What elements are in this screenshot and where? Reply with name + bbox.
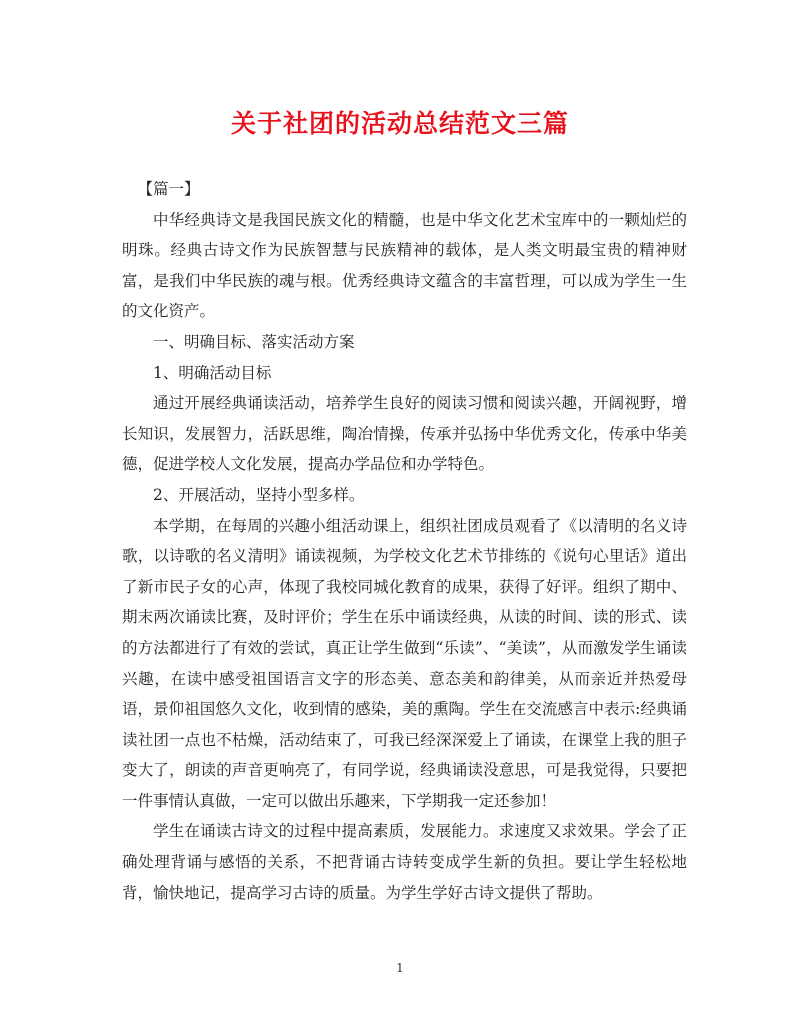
heading-goals: 一、明确目标、落实活动方案 (153, 332, 355, 351)
subheading-activities: 2、开展活动，坚持小型多样。 (153, 485, 365, 504)
section-label: 【篇一】 (137, 180, 200, 198)
page-number: 1 (396, 961, 404, 975)
paragraph: 学生在诵读古诗文的过程中提高素质，发展能力。求速度又求效果。学会了正确处理背诵与感悟的关系，不把背诵古诗转变成学生新的负担。要让学生轻松地背，愉快地记，提高学习古诗的质量。为学生学好古诗文提供了帮助。 (122, 822, 687, 902)
subheading-goals: 1、明确活动目标 (153, 363, 272, 382)
paragraph: 本学期，在每周的兴趣小组活动课上，组织社团成员观看了《以清明的名义诗歌，以诗歌的名义清明》诵读视频，为学校文化艺术节排练的《说句心里话》道出了新市民子女的心声，体现了我校同城化教育的成果，获得了好评。组织了期中、期末两次诵读比赛，及时评价；学生在乐中诵读经典，从读的时间、读的形式、读的方法都进行了有效的尝试，真正让学生做到“乐读”、“美读”，从而激发学生诵读兴趣，在读中感受祖国语言文字的形态美、意态美和韵律美，从而亲近并热爱母语，景仰祖国悠久文化，收到情的感染，美的熏陶。学生在交流感言中表示:经典诵读社团一点也不枯燥，活动结束了，可我已经深深爱上了诵读，在课堂上我的胆子变大了，朗读的声音更响亮了，有同学说，经典诵读没意思，可是我觉得，只要把一件事情认真做，一定可以做出乐趣来，下学期我一定还参加！ (122, 516, 687, 810)
paragraph: 中华经典诗文是我国民族文化的精髓，也是中华文化艺术宝库中的一颗灿烂的明珠。经典古诗文作为民族智慧与民族精神的载体，是人类文明最宝贵的精神财富，是我们中华民族的魂与根。优秀经典诗文蕴含的丰富哲理，可以成为学生一生的文化资产。 (122, 210, 687, 321)
document-title: 关于社团的活动总结范文三篇 (230, 109, 569, 138)
document-body (122, 174, 687, 908)
paragraph: 通过开展经典诵读活动，培养学生良好的阅读习惯和阅读兴趣，开阔视野，增长知识，发展智力，活跃思维，陶冶情操，传承并弘扬中华优秀文化，传承中华美德，促进学校人文化发展，提高办学品位和办学特色。 (122, 394, 687, 474)
